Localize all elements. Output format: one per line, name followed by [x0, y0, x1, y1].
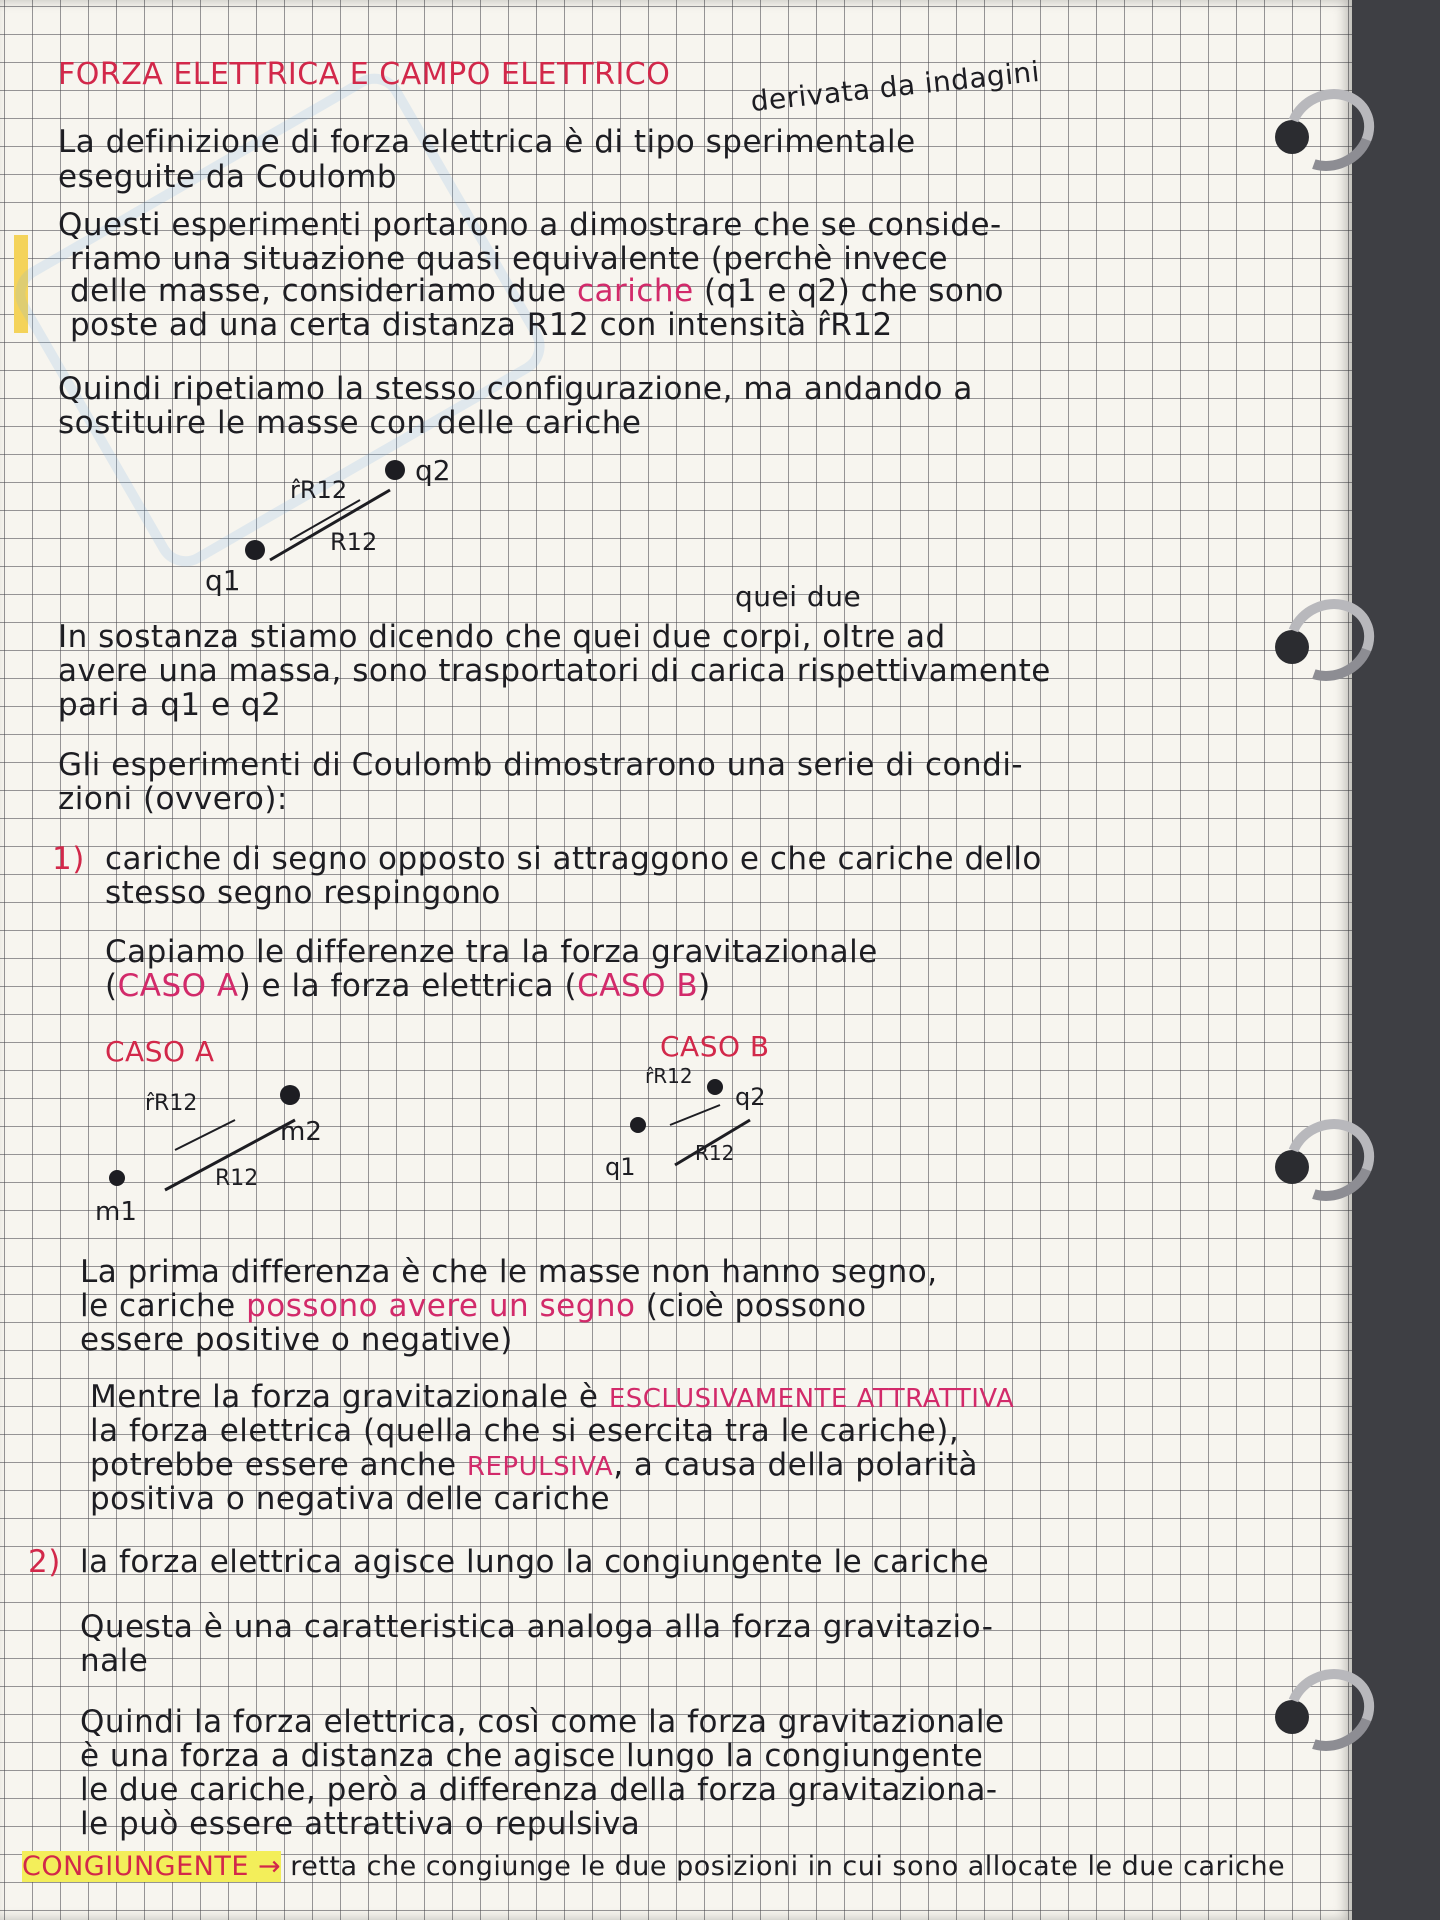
highlight-phrase: ESCLUSIVAMENTE ATTRATTIVA — [608, 1384, 1015, 1414]
paragraph-line — [90, 1380, 1014, 1416]
q1-label: q1 — [605, 1153, 636, 1181]
paragraph-line: riamo una situazione quasi equivalente (perchè invece — [70, 241, 949, 277]
text-span: le cariche — [80, 1288, 236, 1324]
paragraph-line: nale — [80, 1643, 149, 1679]
list-number: 2) — [28, 1544, 61, 1580]
text-span: Mentre la forza gravitazionale è — [90, 1379, 599, 1415]
text-span: potrebbe essere anche — [90, 1447, 457, 1483]
page-title: FORZA ELETTRICA E CAMPO ELETTRICO — [58, 57, 671, 92]
list-item-line: stesso segno respingono — [105, 875, 501, 911]
paragraph-line: eseguite da Coulomb — [58, 159, 398, 195]
paragraph-line: la forza elettrica (quella che si esercita tra le cariche), — [90, 1413, 960, 1449]
unit-vector-arrow — [670, 1105, 720, 1125]
highlight-phrase: possono avere un segno — [246, 1288, 636, 1324]
paragraph-line — [80, 1289, 867, 1323]
m1-label: m1 — [95, 1197, 137, 1227]
paragraph-line: La definizione di forza elettrica è di tipo sperimentale — [58, 124, 916, 160]
highlight-word: REPULSIVA — [466, 1452, 614, 1482]
paragraph-line — [105, 969, 711, 1003]
text-span: ( — [105, 968, 118, 1004]
list-item-line: cariche di segno opposto si attraggono e che cariche dello — [105, 841, 1042, 877]
paragraph-line: Gli esperimenti di Coulomb dimostrarono una serie di condi- — [58, 747, 1024, 783]
list-number: 1) — [52, 841, 85, 877]
unit-vector-label: r̂R12 — [145, 1091, 198, 1116]
definition-text: retta che congiunge le due posizioni in cui sono allocate le due cariche — [290, 1851, 1286, 1882]
case-b-diagram — [600, 1065, 820, 1195]
paragraph-line: zioni (ovvero): — [58, 781, 288, 817]
footer-definition — [22, 1850, 1285, 1884]
highlight-word: CASO A — [117, 968, 239, 1004]
case-a-diagram — [95, 1070, 365, 1230]
text-span: , a causa della polarità — [613, 1447, 979, 1483]
paragraph-line: In sostanza stiamo dicendo che quei due corpi, oltre ad — [58, 619, 946, 655]
case-a-label: CASO A — [105, 1035, 215, 1068]
distance-label: R12 — [330, 528, 378, 556]
list-item-line: la forza elettrica agisce lungo la congiungente le cariche — [80, 1544, 990, 1580]
highlight-word: cariche — [576, 273, 694, 309]
charges-diagram — [200, 450, 460, 600]
paragraph-line: è una forza a distanza che agisce lungo la congiungente — [80, 1738, 984, 1774]
paragraph-line: sostituire le masse con delle cariche — [58, 405, 642, 441]
m2-label: m2 — [280, 1117, 322, 1147]
charge-q2-dot — [707, 1079, 723, 1095]
paragraph-line — [90, 1448, 978, 1484]
paragraph-line — [70, 274, 1004, 308]
text-span: delle masse, consideriamo due — [70, 273, 567, 309]
text-span: ) e la forza elettrica ( — [238, 968, 578, 1004]
distance-label: R12 — [215, 1166, 259, 1191]
paragraph-line: Questi esperimenti portarono a dimostrare che se conside- — [58, 207, 1002, 243]
charge-q1-dot — [245, 540, 265, 560]
paragraph-line: Quindi ripetiamo la stesso configurazione, ma andando a — [58, 371, 973, 407]
unit-vector-arrow — [175, 1120, 235, 1150]
unit-vector-label: r̂R12 — [645, 1064, 693, 1088]
q1-label: q1 — [205, 564, 241, 597]
distance-label: R12 — [695, 1141, 735, 1165]
paragraph-line: poste ad una certa distanza R12 con intensità r̂R12 — [70, 307, 893, 343]
paragraph-line: La prima differenza è che le masse non hanno segno, — [80, 1254, 938, 1290]
paragraph-line: le due cariche, però a differenza della forza gravitaziona- — [80, 1772, 998, 1808]
mass-m1-dot — [109, 1170, 125, 1186]
charge-q1-dot — [630, 1117, 646, 1133]
q2-label: q2 — [415, 454, 451, 487]
q2-label: q2 — [735, 1083, 766, 1111]
text-span: (cioè possono — [645, 1288, 867, 1324]
unit-vector-label: r̂R12 — [290, 476, 348, 504]
paragraph-line: le può essere attrattiva o repulsiva — [80, 1806, 641, 1842]
paragraph-line: essere positive o negative) — [80, 1322, 513, 1358]
charge-q2-dot — [385, 460, 405, 480]
paragraph-line: positiva o negativa delle cariche — [90, 1481, 611, 1517]
paragraph-line: avere una massa, sono trasportatori di carica rispettivamente — [58, 653, 1051, 689]
margin-note: quei due — [735, 580, 862, 613]
paragraph-line: Quindi la forza elettrica, così come la forza gravitazionale — [80, 1704, 1005, 1740]
margin-note: derivata da indagini — [749, 54, 1042, 119]
text-span: ) — [698, 968, 711, 1004]
case-b-label: CASO B — [660, 1030, 770, 1063]
highlight-word: CASO B — [577, 968, 699, 1004]
mass-m2-dot — [280, 1085, 300, 1105]
paragraph-line: pari a q1 e q2 — [58, 687, 282, 723]
paragraph-line: Questa è una caratteristica analoga alla forza gravitazio- — [80, 1609, 994, 1645]
paragraph-line: Capiamo le differenze tra la forza gravitazionale — [105, 934, 878, 970]
text-span: (q1 e q2) che sono — [704, 273, 1004, 309]
definition-term: CONGIUNGENTE → — [22, 1851, 282, 1882]
